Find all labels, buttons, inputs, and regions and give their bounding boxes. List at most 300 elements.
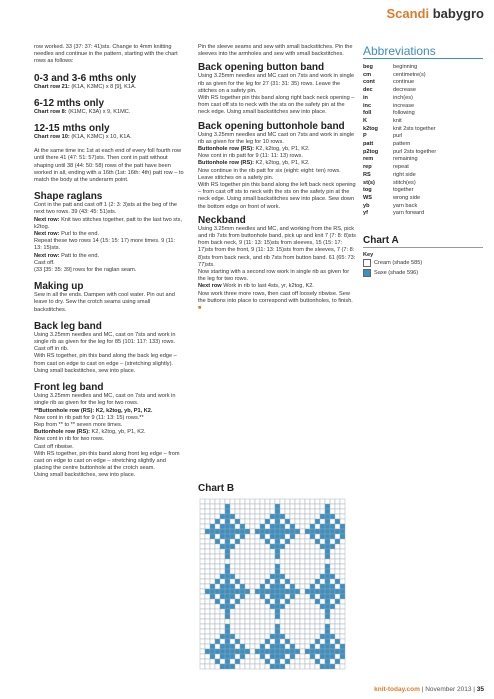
- front-leg-7: Cast off ribwise.: [34, 443, 74, 450]
- chart-b-cell: [250, 524, 255, 529]
- chart-b-cell: [290, 624, 295, 629]
- chart-b-cell: [295, 544, 300, 549]
- chart-b-cell: [265, 554, 270, 559]
- chart-b-cell: [310, 564, 315, 569]
- chart-b-cell: [325, 634, 330, 639]
- chart-b-cell: [320, 609, 325, 614]
- chart-b-cell: [335, 614, 340, 619]
- neck-3: Next row Work in rib to last 4sts, yr, k2tog, K2.: [198, 283, 314, 290]
- chart-b-cell: [300, 589, 305, 594]
- chart-b-cell: [200, 549, 205, 554]
- chart-b-cell: [300, 579, 305, 584]
- chart-b-cell: [260, 609, 265, 614]
- abbreviation-row: [363, 210, 483, 218]
- chart-b-cell: [330, 514, 335, 519]
- chart-b-cell: [265, 644, 270, 649]
- chart-b-cell: [220, 659, 225, 664]
- chart-b-cell: [270, 649, 275, 654]
- chart-b-cell: [320, 509, 325, 514]
- chart-b-cell: [275, 519, 280, 524]
- chart-b-cell: [205, 529, 210, 534]
- chart-b-cell: [300, 564, 305, 569]
- chart-b-cell: [265, 594, 270, 599]
- chart-b-cell: [205, 594, 210, 599]
- chart-b-cell: [320, 629, 325, 634]
- chart-b-cell: [300, 514, 305, 519]
- chart-b-cell: [210, 534, 215, 539]
- buttonhole-2: Buttonhole row (RS): K2, k2tog, yb, P1, K2.: [198, 146, 310, 153]
- front-leg-4: Rep from ** to ** seven more times.: [34, 421, 123, 428]
- chart-b-cell: [275, 614, 280, 619]
- chart-b-cell: [315, 509, 320, 514]
- chart-b-cell: [290, 619, 295, 624]
- chart-b-cell: [230, 569, 235, 574]
- chart-b-cell: [305, 624, 310, 629]
- chart-b-cell: [230, 544, 235, 549]
- chart-b-cell: [205, 569, 210, 574]
- chart-b-cell: [270, 594, 275, 599]
- chart-b-cell: [285, 659, 290, 664]
- chart-b-cell: [290, 594, 295, 599]
- chart-b-cell: [230, 594, 235, 599]
- chart-b: [198, 483, 348, 680]
- chart-b-cell: [310, 519, 315, 524]
- chart-b-grid: [198, 497, 348, 675]
- front-leg-6: Now cont in rib for two rows.: [34, 436, 105, 443]
- chart-b-cell: [235, 524, 240, 529]
- chart-b-cell: [255, 604, 260, 609]
- chart-b-cell: [320, 619, 325, 624]
- chart-b-cell: [270, 654, 275, 659]
- heading-6-12-mths: 6-12 mths only: [34, 97, 105, 109]
- chart-b-cell: [330, 644, 335, 649]
- chart-b-cell: [245, 574, 250, 579]
- chart-b-cell: [275, 574, 280, 579]
- chart-b-cell: [320, 574, 325, 579]
- chart-b-cell: [230, 639, 235, 644]
- chart-b-cell: [250, 609, 255, 614]
- abbreviation-row: [363, 164, 483, 172]
- chart-b-cell: [340, 519, 345, 524]
- chart-b-cell: [235, 589, 240, 594]
- chart-b-cell: [320, 499, 325, 504]
- chart-b-cell: [240, 534, 245, 539]
- chart-b-cell: [325, 549, 330, 554]
- chart-b-cell: [340, 619, 345, 624]
- chart-b-cell: [295, 514, 300, 519]
- chart-b-cell: [200, 609, 205, 614]
- chart-b-cell: [270, 574, 275, 579]
- chart-b-cell: [320, 649, 325, 654]
- chart-b-cell: [270, 549, 275, 554]
- chart-b-cell: [260, 574, 265, 579]
- chart-b-cell: [250, 499, 255, 504]
- chart-b-cell: [210, 664, 215, 669]
- chart-b-cell: [335, 579, 340, 584]
- chart-b-cell: [305, 659, 310, 664]
- chart-b-cell: [205, 524, 210, 529]
- chart-b-cell: [315, 634, 320, 639]
- chart-b-cell: [330, 594, 335, 599]
- footer-issue: November 2013: [425, 686, 472, 693]
- chart-b-cell: [255, 584, 260, 589]
- chart-b-cell: [300, 664, 305, 669]
- chart-b-cell: [330, 659, 335, 664]
- chart-b-cell: [280, 644, 285, 649]
- chart-b-cell: [210, 654, 215, 659]
- chart-b-cell: [215, 524, 220, 529]
- chart-b-cell: [275, 609, 280, 614]
- abbreviation-row: [363, 203, 483, 211]
- chart-b-cell: [220, 664, 225, 669]
- saxe-swatch-icon: [363, 269, 371, 277]
- chart-b-cell: [340, 634, 345, 639]
- chart-b-cell: [280, 634, 285, 639]
- chart-b-cell: [210, 629, 215, 634]
- chart-b-cell: [300, 554, 305, 559]
- chart-b-cell: [270, 599, 275, 604]
- chart-b-cell: [310, 579, 315, 584]
- chart-b-cell: [280, 564, 285, 569]
- chart-b-cell: [245, 629, 250, 634]
- chart-b-cell: [235, 564, 240, 569]
- chart-b-cell: [220, 559, 225, 564]
- next-row-2: Next row: Purl to the end.: [34, 231, 100, 238]
- chart-b-cell: [220, 529, 225, 534]
- chart-b-cell: [230, 504, 235, 509]
- chart-b-cell: [305, 614, 310, 619]
- chart-b-cell: [325, 524, 330, 529]
- chart-b-cell: [295, 634, 300, 639]
- chart-b-cell: [330, 549, 335, 554]
- chart-b-cell: [325, 664, 330, 669]
- chart-b-cell: [220, 644, 225, 649]
- chart-b-cell: [265, 619, 270, 624]
- chart-b-cell: [240, 624, 245, 629]
- chart-b-cell: [225, 604, 230, 609]
- chart-b-cell: [330, 629, 335, 634]
- chart-b-cell: [295, 649, 300, 654]
- sleeve-intro: Pin the sleeve seams and sew with small backstitches. Pin the sleeves into the armholes and sew with small backstitches.: [198, 44, 353, 58]
- chart-b-cell: [215, 554, 220, 559]
- chart-b-cell: [260, 564, 265, 569]
- chart-b-cell: [315, 534, 320, 539]
- chart-b-cell: [245, 654, 250, 659]
- chart-b-cell: [315, 559, 320, 564]
- abbreviation-key: tog: [363, 187, 372, 194]
- chart-b-cell: [215, 579, 220, 584]
- chart-b-cell: [205, 634, 210, 639]
- chart-b-cell: [210, 644, 215, 649]
- chart-b-cell: [305, 529, 310, 534]
- chart-b-cell: [275, 654, 280, 659]
- chart-b-cell: [300, 624, 305, 629]
- chart-b-cell: [275, 584, 280, 589]
- chart-b-cell: [260, 549, 265, 554]
- chart-b-cell: [285, 499, 290, 504]
- chart-b-cell: [205, 554, 210, 559]
- chart-b-cell: [270, 509, 275, 514]
- abbreviation-value: centimetre(s): [393, 71, 426, 78]
- chart-b-cell: [270, 664, 275, 669]
- chart-b-cell: [290, 524, 295, 529]
- chart-b-cell: [220, 639, 225, 644]
- chart-b-cell: [310, 534, 315, 539]
- repeat-text: Repeat these two rows 14 (15: 15: 17) more times. 9 (11: 13: 15)sts.: [34, 238, 176, 252]
- chart-b-cell: [240, 569, 245, 574]
- chart-b-cell: [230, 529, 235, 534]
- chart-b-cell: [340, 604, 345, 609]
- chart-b-cell: [240, 619, 245, 624]
- chart-b-cell: [270, 529, 275, 534]
- abbreviation-row: [363, 95, 483, 103]
- chart-b-cell: [305, 569, 310, 574]
- chart-b-cell: [215, 589, 220, 594]
- chart-b-cell: [265, 569, 270, 574]
- chart-b-cell: [295, 619, 300, 624]
- abbreviation-key: rep: [363, 164, 372, 171]
- chart-b-cell: [275, 514, 280, 519]
- front-leg-9: Using small backstitches, sew into place.: [34, 472, 136, 479]
- chart-b-cell: [315, 599, 320, 604]
- chart-b-cell: [320, 539, 325, 544]
- chart-b-cell: [225, 564, 230, 569]
- chart-b-cell: [285, 619, 290, 624]
- chart-b-cell: [205, 574, 210, 579]
- chart-b-cell: [255, 509, 260, 514]
- chart-b-cell: [265, 624, 270, 629]
- chart-b-cell: [215, 559, 220, 564]
- chart-b-cell: [340, 559, 345, 564]
- chart-b-cell: [210, 509, 215, 514]
- abbreviation-row: [363, 126, 483, 134]
- chart-b-cell: [250, 664, 255, 669]
- chart-b-cell: [205, 539, 210, 544]
- chart-b-cell: [200, 584, 205, 589]
- chart-b-cell: [300, 659, 305, 664]
- abbreviation-key: WS: [363, 194, 373, 201]
- chart-b-cell: [260, 649, 265, 654]
- chart-b-cell: [235, 614, 240, 619]
- chart-b-cell: [330, 559, 335, 564]
- chart-b-cell: [215, 594, 220, 599]
- chart-b-cell: [250, 619, 255, 624]
- chart-b-cell: [270, 499, 275, 504]
- chart-b-cell: [245, 634, 250, 639]
- chart-b-cell: [260, 619, 265, 624]
- chart-b-cell: [210, 659, 215, 664]
- front-leg-8: With RS together, pin this band along front leg edge – from cast on edge to cast on edge – stretching slightly and placing the centre buttonhole at the crotch seam.: [34, 450, 180, 472]
- column-1: [34, 44, 184, 480]
- chart-b-cell: [320, 559, 325, 564]
- chart-b-cell: [310, 539, 315, 544]
- chart-b-cell: [230, 514, 235, 519]
- chart-b-cell: [220, 609, 225, 614]
- chart-b-cell: [255, 654, 260, 659]
- chart-b-cell: [230, 589, 235, 594]
- chart-b-cell: [255, 544, 260, 549]
- chart-b-cell: [215, 574, 220, 579]
- chart-b-cell: [325, 579, 330, 584]
- chart-b-cell: [250, 589, 255, 594]
- chart-b-cell: [320, 599, 325, 604]
- chart-b-cell: [255, 579, 260, 584]
- chart-b-cell: [255, 529, 260, 534]
- chart-b-cell: [255, 664, 260, 669]
- chart-b-cell: [220, 499, 225, 504]
- chart-b-cell: [200, 529, 205, 534]
- chart-b-cell: [225, 624, 230, 629]
- chart-b-cell: [280, 549, 285, 554]
- chart-b-cell: [330, 624, 335, 629]
- chart-b-cell: [235, 504, 240, 509]
- chart-b-cell: [275, 559, 280, 564]
- chart-b-cell: [300, 569, 305, 574]
- chart-b-cell: [240, 539, 245, 544]
- chart-b-cell: [325, 609, 330, 614]
- buttonhole-6: Leave stitches on a safety pin.: [198, 174, 274, 181]
- chart-b-cell: [295, 659, 300, 664]
- chart-b-cell: [340, 574, 345, 579]
- chart-b-cell: [205, 519, 210, 524]
- chart-b-cell: [210, 574, 215, 579]
- chart-b-cell: [230, 599, 235, 604]
- abbreviation-key: yf: [363, 210, 368, 217]
- abbreviations-title: Abbreviations: [363, 44, 436, 58]
- chart-b-cell: [295, 524, 300, 529]
- chart-b-cell: [250, 574, 255, 579]
- chart-b-cell: [265, 549, 270, 554]
- chart-b-cell: [285, 579, 290, 584]
- chart-b-cell: [325, 629, 330, 634]
- chart-b-cell: [215, 604, 220, 609]
- chart-b-cell: [280, 524, 285, 529]
- chart-b-cell: [250, 644, 255, 649]
- chart-b-cell: [230, 649, 235, 654]
- chart-b-cell: [205, 624, 210, 629]
- chart-b-cell: [290, 599, 295, 604]
- chart-b-cell: [320, 639, 325, 644]
- chart-b-cell: [250, 649, 255, 654]
- chart-b-cell: [290, 559, 295, 564]
- chart-b-cell: [310, 624, 315, 629]
- header-brand: Scandi: [386, 6, 430, 21]
- buttonhole-7: With RS together pin this band along the left back neck opening – from cast off sts to neck with the sts on the safety pin at the neck edge. Using small backstitches sew into place. Sew down the bottom edge on front of work.: [198, 182, 356, 210]
- chart-b-cell: [210, 604, 215, 609]
- chart-b-cell: [205, 584, 210, 589]
- chart-b-cell: [315, 524, 320, 529]
- chart-b-cell: [215, 644, 220, 649]
- chart-b-cell: [310, 589, 315, 594]
- chart-b-cell: [290, 649, 295, 654]
- chart-b-cell: [335, 504, 340, 509]
- chart-b-cell: [285, 559, 290, 564]
- chart-b-cell: [315, 609, 320, 614]
- abbreviation-value: purl: [393, 133, 403, 140]
- chart-b-cell: [280, 664, 285, 669]
- chart-b-cell: [320, 634, 325, 639]
- chart-b-cell: [240, 549, 245, 554]
- back-button-1: Using 3.25mm needles and MC cast on 7sts and work in single rib as given for the leg for 27 (31: 31: 35) rows. Leave the stitches on a safety pin.: [198, 73, 355, 94]
- chart-b-cell: [265, 544, 270, 549]
- chart-b-cell: [220, 654, 225, 659]
- chart-b-cell: [300, 599, 305, 604]
- chart-b-cell: [230, 524, 235, 529]
- chart-b-cell: [275, 509, 280, 514]
- chart-b-cell: [260, 589, 265, 594]
- chart-b-cell: [310, 529, 315, 534]
- chart-b-cell: [335, 649, 340, 654]
- chart-b-cell: [240, 644, 245, 649]
- abbreviation-row: [363, 72, 483, 80]
- chart-b-cell: [340, 534, 345, 539]
- chart-b-cell: [225, 649, 230, 654]
- chart-b-cell: [305, 644, 310, 649]
- chart-b-cell: [225, 614, 230, 619]
- chart-b-cell: [330, 599, 335, 604]
- chart-b-cell: [305, 524, 310, 529]
- chart-b-cell: [220, 634, 225, 639]
- abbreviation-value: decrease: [393, 87, 417, 94]
- chart-b-cell: [205, 534, 210, 539]
- chart-b-cell: [215, 514, 220, 519]
- abbreviation-key: K: [363, 117, 368, 124]
- chart-b-cell: [305, 599, 310, 604]
- chart-b-cell: [290, 544, 295, 549]
- chart-b-cell: [265, 639, 270, 644]
- chart-b-cell: [295, 594, 300, 599]
- chart-b-cell: [320, 519, 325, 524]
- chart-b-cell: [200, 629, 205, 634]
- chart-b-cell: [270, 619, 275, 624]
- abbreviation-key: inc: [363, 102, 372, 109]
- chart-b-cell: [295, 564, 300, 569]
- chart-b-cell: [210, 609, 215, 614]
- chart-b-cell: [325, 519, 330, 524]
- chart-b-cell: [260, 569, 265, 574]
- chart-b-cell: [300, 574, 305, 579]
- chart-b-cell: [220, 509, 225, 514]
- chart-b-cell: [285, 514, 290, 519]
- chart-b-cell: [330, 604, 335, 609]
- abbreviation-row: [363, 64, 483, 72]
- chart-b-cell: [275, 544, 280, 549]
- chart-b-cell: [245, 504, 250, 509]
- chart-b-cell: [220, 604, 225, 609]
- abbreviation-value: right side: [393, 171, 416, 178]
- chart-b-cell: [315, 629, 320, 634]
- chart-b-cell: [280, 544, 285, 549]
- chart-b-cell: [205, 649, 210, 654]
- chart-b-cell: [320, 659, 325, 664]
- chart-b-cell: [235, 659, 240, 664]
- chart-b-cell: [325, 594, 330, 599]
- chart-b-cell: [310, 604, 315, 609]
- chart-b-cell: [250, 584, 255, 589]
- chart-b-cell: [285, 629, 290, 634]
- abbreviation-value: knit 2sts together: [393, 125, 436, 132]
- chart-b-cell: [230, 629, 235, 634]
- chart-b-cell: [270, 504, 275, 509]
- chart-b-cell: [210, 589, 215, 594]
- chart-b-cell: [265, 664, 270, 669]
- chart-b-cell: [300, 634, 305, 639]
- chart-b-cell: [270, 624, 275, 629]
- heading-making-up: Making up: [34, 281, 84, 293]
- chart-b-cell: [225, 664, 230, 669]
- chart-b-cell: [315, 659, 320, 664]
- chart-b-cell: [275, 649, 280, 654]
